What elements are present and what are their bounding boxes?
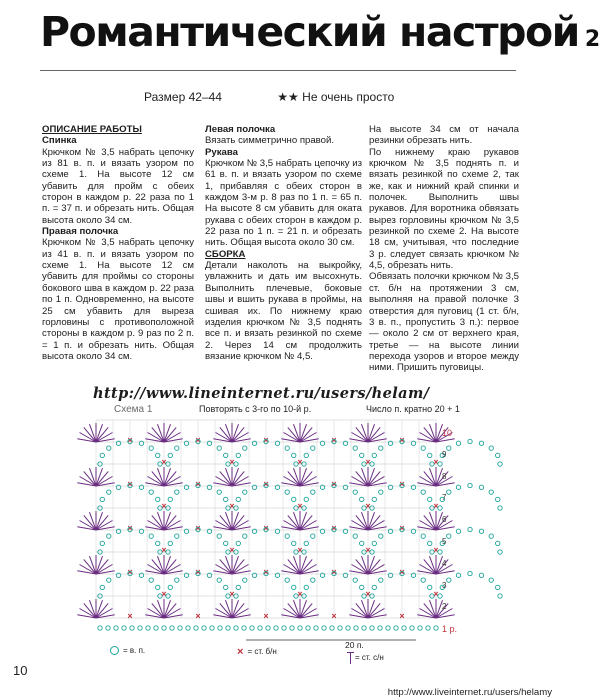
single-crochet: ×: [433, 545, 439, 555]
single-crochet: ×: [365, 545, 371, 555]
legend-sc-label: = ст. б/н: [247, 647, 277, 657]
chain-stitch: [285, 446, 289, 450]
chain-stitch: [224, 497, 228, 501]
foundation-chain: [338, 626, 342, 630]
foundation-chain: [402, 626, 406, 630]
row-label: 5: [442, 537, 447, 546]
foundation-chain: [98, 626, 102, 630]
back-heading: Спинка: [42, 135, 77, 147]
chain-stitch: [275, 441, 279, 445]
foundation-chain: [354, 626, 358, 630]
chain-stitch: [236, 497, 240, 501]
assembly-text: Детали наколоть на выкройку, увлажнить и дать им высохнуть. Выполнить плечевые, боковые швы и вшить рукава в проймы, на сшивая их. По нижнему краю изделия крючком № 3,5 поднять все п. и вязать резинкой по схеме 2. Через 14 см продолжить вязание крючком № 4,5.: [205, 260, 362, 362]
chain-stitch: [116, 573, 120, 577]
chain-stitch: [388, 441, 392, 445]
chain-stitch: [353, 534, 357, 538]
title-divider: [40, 70, 516, 71]
chain-stitch: [107, 578, 111, 582]
chain-stitch: [372, 585, 376, 589]
single-crochet: ×: [331, 523, 337, 533]
chain-stitch: [353, 490, 357, 494]
chain-stitch: [236, 453, 240, 457]
single-crochet: ×: [127, 435, 133, 445]
single-crochet: ×: [263, 523, 269, 533]
foundation-chain: [418, 626, 422, 630]
chain-stitch: [447, 490, 451, 494]
single-crochet: ×: [331, 479, 337, 489]
chain-stitch: [489, 446, 493, 450]
single-crochet: ×: [229, 589, 235, 599]
foundation-chain: [426, 626, 430, 630]
chart-title: Схема 1: [114, 404, 153, 415]
foundation-chain: [106, 626, 110, 630]
chain-stitch: [252, 573, 256, 577]
chain-stitch: [149, 446, 153, 450]
foundation-chain: [218, 626, 222, 630]
foundation-chain: [202, 626, 206, 630]
foundation-chain: [210, 626, 214, 630]
chain-stitch: [428, 541, 432, 545]
chain-stitch: [207, 573, 211, 577]
chain-stitch: [468, 483, 472, 487]
text-column-3: [369, 124, 519, 374]
chain-stitch: [217, 578, 221, 582]
chain-stitch: [411, 573, 415, 577]
single-crochet: ×: [161, 457, 167, 467]
foundation-chain: [346, 626, 350, 630]
left-front-heading: Левая полочка: [205, 124, 276, 135]
chain-stitch: [372, 497, 376, 501]
chain-stitch: [243, 446, 247, 450]
chain-stitch: [252, 485, 256, 489]
sleeves-heading: Рукава: [205, 146, 238, 158]
foundation-chain: [178, 626, 182, 630]
double-crochet-icon: [350, 652, 351, 664]
chain-stitch: [479, 529, 483, 533]
chain-stitch: [139, 573, 143, 577]
single-crochet: ×: [229, 501, 235, 511]
single-crochet: ×: [229, 457, 235, 467]
chain-stitch: [100, 541, 104, 545]
chain-stitch: [498, 550, 502, 554]
chain-stitch-icon: [110, 646, 119, 655]
chain-stitch: [175, 534, 179, 538]
footer-url: http://www.liveinternet.ru/users/helamy: [387, 687, 552, 698]
chain-stitch: [343, 573, 347, 577]
row-label: 6: [442, 515, 447, 525]
chain-stitch: [489, 578, 493, 582]
single-crochet: ×: [399, 567, 405, 577]
single-crochet: ×: [195, 523, 201, 533]
single-crochet: ×: [297, 501, 303, 511]
chain-stitch: [243, 490, 247, 494]
chain-stitch: [292, 541, 296, 545]
foundation-chain: [274, 626, 278, 630]
legend-double-crochet: [350, 652, 384, 664]
chain-stitch: [156, 541, 160, 545]
crochet-chart: [96, 412, 441, 638]
difficulty-label: Не очень просто: [302, 90, 395, 104]
difficulty-stars: ★★: [277, 90, 299, 104]
single-crochet: ×: [263, 567, 269, 577]
chain-stitch: [236, 585, 240, 589]
foundation-chain: [322, 626, 326, 630]
chain-stitch: [243, 578, 247, 582]
chain-stitch: [243, 534, 247, 538]
single-crochet: ×: [195, 611, 201, 621]
chain-stitch: [252, 441, 256, 445]
foundation-chain: [234, 626, 238, 630]
chain-stitch: [456, 441, 460, 445]
chain-stitch: [311, 446, 315, 450]
single-crochet: ×: [331, 611, 337, 621]
single-crochet: ×: [331, 435, 337, 445]
chain-stitch: [275, 573, 279, 577]
chain-stitch: [168, 453, 172, 457]
chain-stitch: [184, 573, 188, 577]
chain-stitch: [175, 446, 179, 450]
chain-stitch: [360, 541, 364, 545]
chain-stitch: [496, 541, 500, 545]
chain-stitch: [285, 578, 289, 582]
row-label: 2: [442, 602, 447, 612]
foundation-chain: [138, 626, 142, 630]
chain-stitch: [353, 446, 357, 450]
foundation-chain: [146, 626, 150, 630]
chain-stitch: [149, 578, 153, 582]
info-bar: [144, 90, 394, 104]
repeat-width-label: 20 п.: [345, 640, 364, 650]
foundation-chain: [250, 626, 254, 630]
watermark-link[interactable]: http://www.lineinternet.ru/users/helam/: [93, 385, 430, 402]
row-label: 1 р.: [442, 624, 458, 635]
chain-stitch: [304, 585, 308, 589]
chain-stitch: [379, 446, 383, 450]
chain-stitch: [479, 441, 483, 445]
foundation-chain: [282, 626, 286, 630]
chain-stitch: [275, 485, 279, 489]
single-crochet: ×: [297, 589, 303, 599]
chain-stitch: [496, 453, 500, 457]
legend-single-crochet: [237, 646, 277, 658]
chain-stitch: [107, 446, 111, 450]
chain-stitch: [421, 446, 425, 450]
legend-chain-label: = в. п.: [123, 646, 146, 655]
chain-stitch: [343, 485, 347, 489]
single-crochet: ×: [331, 567, 337, 577]
single-crochet: ×: [195, 479, 201, 489]
chain-stitch: [489, 490, 493, 494]
row-label: 3: [442, 580, 447, 590]
chain-stitch: [139, 529, 143, 533]
foundation-chain: [314, 626, 318, 630]
chain-stitch: [468, 527, 472, 531]
single-crochet: ×: [127, 479, 133, 489]
single-crochet: ×: [195, 567, 201, 577]
chain-stitch: [116, 441, 120, 445]
foundation-chain: [162, 626, 166, 630]
chain-stitch: [456, 529, 460, 533]
chain-stitch: [275, 529, 279, 533]
foundation-chain: [266, 626, 270, 630]
difficulty: [277, 90, 394, 104]
chain-stitch: [428, 453, 432, 457]
chain-stitch: [252, 529, 256, 533]
foundation-chain: [394, 626, 398, 630]
chain-stitch: [217, 490, 221, 494]
chain-stitch: [428, 497, 432, 501]
assembly-heading: СБОРКА: [205, 248, 246, 260]
chain-stitch: [168, 497, 172, 501]
text-column-1: [42, 124, 194, 362]
chain-stitch: [360, 497, 364, 501]
foundation-chain: [194, 626, 198, 630]
chain-stitch: [447, 578, 451, 582]
single-crochet: ×: [399, 611, 405, 621]
chain-stitch: [379, 490, 383, 494]
back-text: Крючком № 3,5 набрать цепочку из 81 в. п. и вязать узором по схеме 1. На высоте 12 см убавить для пройм с обеих сторон в каждом р. 22 раза по 1 п. = 37 п. и обрезать нить. Общая высота около 34 см.: [42, 146, 194, 226]
chain-stitch: [304, 541, 308, 545]
chain-stitch: [447, 446, 451, 450]
chain-stitch: [304, 453, 308, 457]
page-title: [40, 8, 600, 56]
chain-stitch: [184, 529, 188, 533]
chain-stitch: [156, 497, 160, 501]
foundation-chain: [362, 626, 366, 630]
chain-stitch: [285, 490, 289, 494]
single-crochet: ×: [365, 501, 371, 511]
foundation-chain: [386, 626, 390, 630]
row-label: 10: [442, 428, 453, 438]
chain-stitch: [184, 441, 188, 445]
sleeves-text: Крючком № 3,5 набрать цепочку из 61 в. п. и вязать узором по схеме 1, прибавляя с обеих сторон в каждом 3-м р. 8 раз по 1 п. = 65 п. На высоте 8 см убавить для оката рукава с обеих сторон в каждом р. 22 раза по 1 п. = 21 п. и обрезать нить. Общая высота около 30 см.: [205, 158, 362, 249]
foundation-chain: [186, 626, 190, 630]
chain-stitch: [421, 490, 425, 494]
chart-stitch-count: Число п. кратно 20 + 1: [366, 404, 460, 414]
chain-stitch: [156, 585, 160, 589]
chain-stitch: [388, 485, 392, 489]
foundation-chain: [122, 626, 126, 630]
single-crochet: ×: [229, 545, 235, 555]
left-front-text: Вязать симметрично правой.: [205, 135, 335, 147]
chain-stitch: [107, 490, 111, 494]
chain-stitch: [320, 485, 324, 489]
chain-stitch: [224, 541, 228, 545]
chart-repeat-note: Повторять с 3-го по 10-й р.: [199, 404, 312, 414]
chain-stitch: [479, 573, 483, 577]
chain-stitch: [411, 485, 415, 489]
single-crochet: ×: [127, 611, 133, 621]
row-label: 8: [442, 471, 447, 481]
foundation-chain: [258, 626, 262, 630]
single-crochet: ×: [127, 567, 133, 577]
chain-stitch: [411, 529, 415, 533]
single-crochet: ×: [297, 457, 303, 467]
foundation-chain: [378, 626, 382, 630]
chain-stitch: [320, 441, 324, 445]
chain-stitch: [498, 506, 502, 510]
chain-stitch: [217, 446, 221, 450]
foundation-chain: [370, 626, 374, 630]
chain-stitch: [207, 485, 211, 489]
chain-stitch: [168, 541, 172, 545]
chain-stitch: [149, 534, 153, 538]
foundation-chain: [170, 626, 174, 630]
single-crochet: ×: [433, 457, 439, 467]
chain-stitch: [236, 541, 240, 545]
chain-stitch: [224, 585, 228, 589]
chain-stitch: [372, 541, 376, 545]
chain-stitch: [100, 585, 104, 589]
single-crochet: ×: [433, 589, 439, 599]
chain-stitch: [496, 585, 500, 589]
foundation-chain: [130, 626, 134, 630]
chain-stitch: [100, 453, 104, 457]
legend-chain: [110, 646, 145, 655]
single-crochet: ×: [297, 545, 303, 555]
chain-stitch: [388, 529, 392, 533]
chain-stitch: [311, 534, 315, 538]
foundation-chain: [290, 626, 294, 630]
chain-stitch: [456, 573, 460, 577]
right-front-text: Крючком № 3,5 набрать цепочку из 41 в. п. и вязать узором по схеме 1. На высоте 12 см убавить для проймы со стороны бокового шва в каждом р. 22 раза по 1 п. Одновременно, на высоте 25 см убавить для выреза горловины с противоположной стороны в каждом р. 9 раз по 2 п. = 1 п. и обрезать нить. Общая высота около 34 см.: [42, 237, 194, 362]
single-crochet: ×: [161, 589, 167, 599]
single-crochet: ×: [263, 435, 269, 445]
single-crochet: ×: [399, 479, 405, 489]
foundation-chain: [410, 626, 414, 630]
single-crochet: ×: [161, 545, 167, 555]
chain-stitch: [107, 534, 111, 538]
chain-stitch: [320, 573, 324, 577]
single-crochet: ×: [365, 589, 371, 599]
foundation-chain: [242, 626, 246, 630]
legend-dc-label: = ст. с/н: [355, 653, 384, 663]
chain-stitch: [360, 585, 364, 589]
chain-stitch: [175, 490, 179, 494]
single-crochet: ×: [399, 435, 405, 445]
row-label: 4: [442, 558, 447, 568]
chain-stitch: [149, 490, 153, 494]
single-crochet-icon: ×: [237, 646, 244, 658]
col3-text-1: На высоте 34 см от начала резинки обрезать нить.: [369, 124, 519, 147]
chain-stitch: [479, 485, 483, 489]
chain-stitch: [311, 490, 315, 494]
chain-stitch: [353, 578, 357, 582]
chain-stitch: [320, 529, 324, 533]
foundation-chain: [114, 626, 118, 630]
chain-stitch: [311, 578, 315, 582]
chain-stitch: [156, 453, 160, 457]
chain-stitch: [207, 529, 211, 533]
single-crochet: ×: [127, 523, 133, 533]
foundation-chain: [154, 626, 158, 630]
size-label: Размер 42–44: [144, 90, 222, 104]
chain-stitch: [116, 529, 120, 533]
section-title: ОПИСАНИЕ РАБОТЫ: [42, 124, 142, 135]
chain-stitch: [498, 462, 502, 466]
chain-stitch: [139, 485, 143, 489]
chain-stitch: [372, 453, 376, 457]
chain-stitch: [489, 534, 493, 538]
chain-stitch: [411, 441, 415, 445]
chain-stitch: [304, 497, 308, 501]
chain-stitch: [292, 453, 296, 457]
row-label: 9: [442, 449, 447, 459]
chain-stitch: [100, 497, 104, 501]
single-crochet: ×: [399, 523, 405, 533]
foundation-chain: [434, 626, 438, 630]
chain-stitch: [379, 534, 383, 538]
chain-stitch: [468, 571, 472, 575]
chain-stitch: [217, 534, 221, 538]
col3-text-3: Обвязать полочки крючком № 3,5 ст. б/н на протяжении 3 см, выполняя на правой полочке 3 отверстия для пуговиц (1 ст. б/н, 3 в. п., пропустить 3 п.): первое — около 2 см от верхнего края, третье — на высоте линии перехода узоров и второе между ними. Пришить пуговицы.: [369, 271, 519, 374]
chain-stitch: [496, 497, 500, 501]
chain-stitch: [168, 585, 172, 589]
chain-stitch: [421, 534, 425, 538]
chain-stitch: [498, 594, 502, 598]
chain-stitch: [456, 485, 460, 489]
issue-number: 2: [584, 27, 600, 52]
chain-stitch: [184, 485, 188, 489]
chain-stitch: [139, 441, 143, 445]
single-crochet: ×: [161, 501, 167, 511]
chain-stitch: [360, 453, 364, 457]
foundation-chain: [330, 626, 334, 630]
single-crochet: ×: [263, 611, 269, 621]
right-front-heading: Правая полочка: [42, 226, 119, 238]
single-crochet: ×: [433, 501, 439, 511]
chain-stitch: [285, 534, 289, 538]
text-column-2: [205, 124, 362, 362]
col3-text-2: По нижнему краю рукавов крючком № 3,5 поднять п. и вязать резинкой по схеме 2, так же, как и нижний край спинки и полочек. Выполнить швы рукавов. Для воротника обвязать вырез горловины крючком № 3,5 резинкой по схеме 2. На высоте 18 см, учитывая, что последние 3 р. следует связать крючком № 4,5, обрезать нить.: [369, 146, 519, 272]
chain-stitch: [207, 441, 211, 445]
foundation-chain: [306, 626, 310, 630]
single-crochet: ×: [195, 435, 201, 445]
row-label: 7: [442, 493, 447, 503]
page-number: 10: [13, 663, 28, 678]
chain-stitch: [224, 453, 228, 457]
chain-stitch: [428, 585, 432, 589]
title-text: Романтический настрой: [40, 8, 579, 56]
chain-stitch: [388, 573, 392, 577]
foundation-chain: [226, 626, 230, 630]
single-crochet: ×: [365, 457, 371, 467]
chain-stitch: [343, 441, 347, 445]
chain-stitch: [447, 534, 451, 538]
chain-stitch: [292, 497, 296, 501]
chain-stitch: [468, 439, 472, 443]
single-crochet: ×: [263, 479, 269, 489]
chain-stitch: [379, 578, 383, 582]
chain-stitch: [175, 578, 179, 582]
chain-stitch: [116, 485, 120, 489]
chain-stitch: [292, 585, 296, 589]
chain-stitch: [343, 529, 347, 533]
chain-stitch: [421, 578, 425, 582]
foundation-chain: [298, 626, 302, 630]
